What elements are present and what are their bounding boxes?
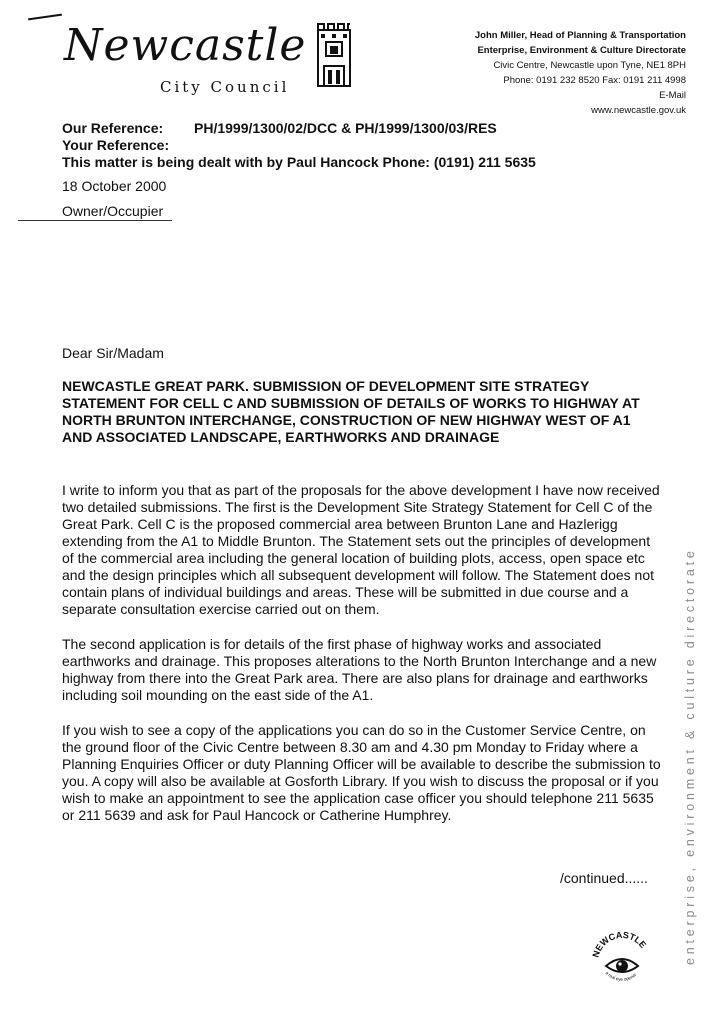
council-logo-wordmark: Newcastle <box>64 20 307 71</box>
continued-marker: /continued...... <box>560 870 648 886</box>
addressee-divider <box>18 220 172 221</box>
letter-date: 18 October 2000 <box>62 178 167 194</box>
newcastle-eye-logo-icon <box>590 928 654 992</box>
dealt-with-line: This matter is being dealt with by Paul Hancock Phone: (0191) 211 5635 <box>62 154 536 170</box>
contact-phone: Phone: 0191 232 8520 Fax: 0191 211 4998 <box>503 75 686 86</box>
salutation: Dear Sir/Madam <box>62 345 164 361</box>
footer-logo-text: NEWCASTLE <box>590 929 649 959</box>
logo-flourish <box>28 14 62 21</box>
castle-crest-icon <box>312 22 356 92</box>
svg-text:NEWCASTLE <box>590 930 648 959</box>
vertical-directorate-text: enterprise, environment & culture directorate <box>683 547 697 965</box>
contact-address: Civic Centre, Newcastle upon Tyne, NE1 8PH <box>493 60 686 71</box>
contact-block <box>426 28 686 118</box>
contact-name: John Miller, Head of Planning & Transportation <box>474 30 686 41</box>
contact-email: E-Mail <box>659 90 686 101</box>
your-reference-label: Your Reference: <box>62 137 170 153</box>
addressee: Owner/Occupier <box>62 203 164 219</box>
council-logo-subtitle: City Council <box>160 78 290 96</box>
footer-logo-tagline: a real eye opener <box>604 970 638 982</box>
contact-web: www.newcastle.gov.uk <box>591 105 686 116</box>
our-reference-value: PH/1999/1300/02/DCC & PH/1999/1300/03/RES <box>194 120 497 136</box>
letter-heading: NEWCASTLE GREAT PARK. SUBMISSION OF DEVELOPMENT SITE STRATEGY STATEMENT FOR CELL C AND SUBMISSION OF DETAILS OF WORKS TO HIGHWAY AT NORTH BRUNTON INTERCHANGE, CONSTRUCTION OF NEW HIGHWAY WEST OF A1 AND ASSOCIATED LANDSCAPE, EARTHWORKS AND DRAINAGE <box>62 378 640 445</box>
contact-directorate: Enterprise, Environment & Culture Directorate <box>477 45 686 56</box>
body-paragraph-1: I write to inform you that as part of the proposals for the above development I have now received two detailed submissions. The first is the Development Site Strategy Statement for Cell C of the Great Park. Cell C is the proposed commercial area between Brunton Lane and Hazlerigg extending from the A1 to Middle Brunton. The Statement sets out the principles of development of the commercial area including the general location of building plots, access, open space etc and the design principles which all subsequent development will follow. The Statement does not contain plans of individual buildings and areas. These will be submitted in due course and a separate consultation exercise carried out on them. <box>62 482 660 617</box>
body-paragraph-3: If you wish to see a copy of the applications you can do so in the Customer Service Centre, on the ground floor of the Civic Centre between 8.30 am and 4.30 pm Monday to Friday where a Planning Enquiries Officer or duty Planning Officer will be available to describe the submission to you. A copy will also be available at Gosforth Library. If you wish to discuss the proposal or if you wish to make an appointment to see the application case officer you should telephone 211 5635 or 211 5639 and ask for Paul Hancock or Catherine Humphrey. <box>62 722 661 823</box>
our-reference-label: Our Reference: <box>62 120 164 136</box>
references-block <box>62 120 536 171</box>
body-paragraph-2: The second application is for details of the first phase of highway works and associated earthworks and drainage. This proposes alterations to the North Brunton Interchange and a new highway from there into the Great Park area. There are also plans for drainage and earthworks including soil mounding on the east side of the A1. <box>62 636 657 703</box>
